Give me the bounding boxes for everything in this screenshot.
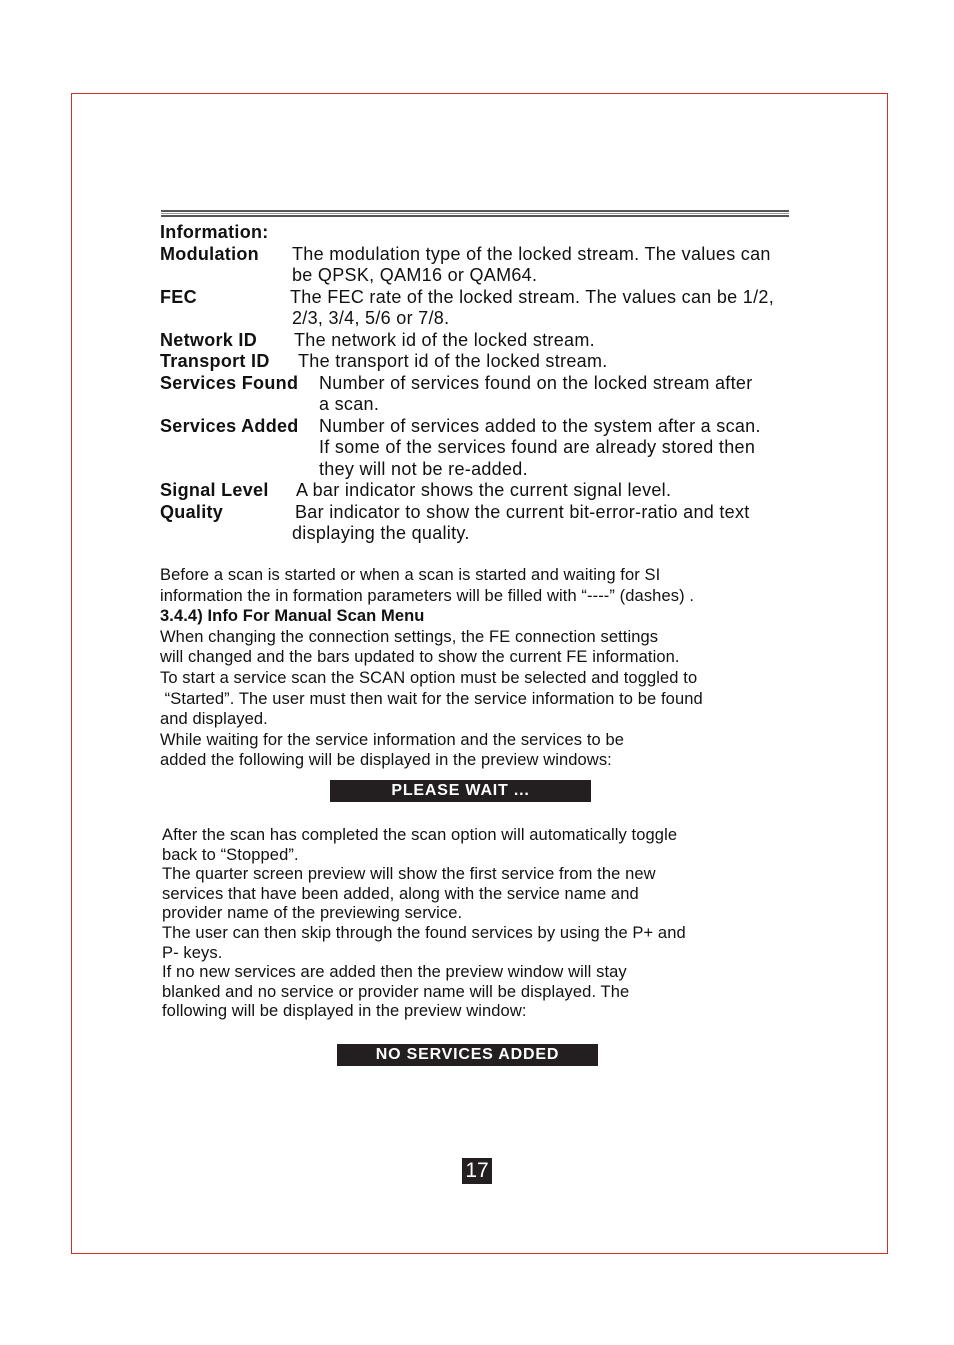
header-rule	[161, 210, 789, 217]
desc-line: The transport id of the locked stream.	[298, 351, 608, 371]
desc-line: displaying the quality.	[292, 523, 470, 543]
term-signal-level: Signal Level	[160, 480, 269, 500]
info-item-fec	[160, 287, 850, 330]
text-line: The user can then skip through the found services by using the P+ and	[162, 923, 686, 942]
desc-line: Number of services found on the locked stream after	[319, 372, 753, 393]
text-line: blanked and no service or provider name will be displayed. The	[162, 982, 630, 1001]
desc-line: A bar indicator shows the current signal level.	[296, 480, 672, 500]
text-line: back to “Stopped”.	[162, 845, 299, 864]
info-item-transport-id	[160, 351, 850, 373]
desc-line: 2/3, 3/4, 5/6 or 7/8.	[292, 308, 450, 328]
desc-line: a scan.	[319, 394, 380, 414]
text-line: When changing the connection settings, the FE connection settings	[160, 627, 659, 646]
info-item-signal-level	[160, 480, 850, 502]
desc-line: The FEC rate of the locked stream. The values can be 1/2,	[290, 286, 775, 307]
text-line: added the following will be displayed in the preview windows:	[160, 751, 612, 770]
desc-line: they will not be re-added.	[319, 458, 528, 479]
text-line: provider name of the previewing service.	[162, 904, 463, 923]
term-services-found: Services Found	[160, 372, 299, 393]
desc-line: The modulation type of the locked stream. The values can	[292, 243, 771, 264]
text-line: Before a scan is started or when a scan is started and waiting for SI	[160, 566, 661, 584]
page-number: 17	[462, 1158, 492, 1184]
information-heading: Information:	[160, 222, 269, 242]
text-line: If no new services are added then the preview window will stay	[162, 963, 627, 982]
term-quality: Quality	[160, 501, 224, 522]
no-services-added-banner: NO SERVICES ADDED	[337, 1044, 598, 1066]
text-line: P- keys.	[162, 943, 223, 962]
term-modulation: Modulation	[160, 243, 259, 264]
desc-line: Bar indicator to show the current bit-error-ratio and text	[295, 501, 750, 522]
text-line: will changed and the bars updated to show the current FE information.	[160, 648, 680, 667]
section-heading: 3.4.4) Info For Manual Scan Menu	[160, 607, 425, 626]
text-line: After the scan has completed the scan option will automatically toggle	[162, 826, 678, 844]
info-item-network-id	[160, 330, 850, 352]
term-network-id: Network ID	[160, 329, 258, 350]
desc-line: Number of services added to the system after a scan.	[319, 415, 761, 436]
info-item-modulation	[160, 244, 850, 287]
info-item-services-added	[160, 416, 850, 481]
scan-complete-paragraph	[162, 826, 842, 1022]
term-transport-id: Transport ID	[160, 351, 270, 371]
information-section	[160, 222, 850, 545]
scan-intro-paragraph	[160, 565, 840, 771]
text-line: “Started”. The user must then wait for the service information to be found	[160, 689, 703, 708]
desc-line: The network id of the locked stream.	[294, 329, 595, 350]
term-services-added: Services Added	[160, 415, 299, 436]
term-fec: FEC	[160, 286, 197, 307]
desc-line: be QPSK, QAM16 or QAM64.	[292, 265, 538, 285]
text-line: information the in formation parameters will be filled with “----” (dashes) .	[160, 586, 695, 605]
text-line: following will be displayed in the preview window:	[162, 1002, 527, 1021]
text-line: While waiting for the service information and the services to be	[160, 730, 625, 749]
text-line: The quarter screen preview will show the first service from the new	[162, 865, 656, 884]
info-item-services-found	[160, 373, 850, 416]
please-wait-banner: PLEASE WAIT ...	[330, 780, 591, 802]
text-line: services that have been added, along with the service name and	[162, 884, 639, 903]
info-item-quality	[160, 502, 850, 545]
text-line: To start a service scan the SCAN option must be selected and toggled to	[160, 668, 698, 687]
text-line: and displayed.	[160, 710, 268, 729]
desc-line: If some of the services found are already stored then	[319, 437, 756, 457]
